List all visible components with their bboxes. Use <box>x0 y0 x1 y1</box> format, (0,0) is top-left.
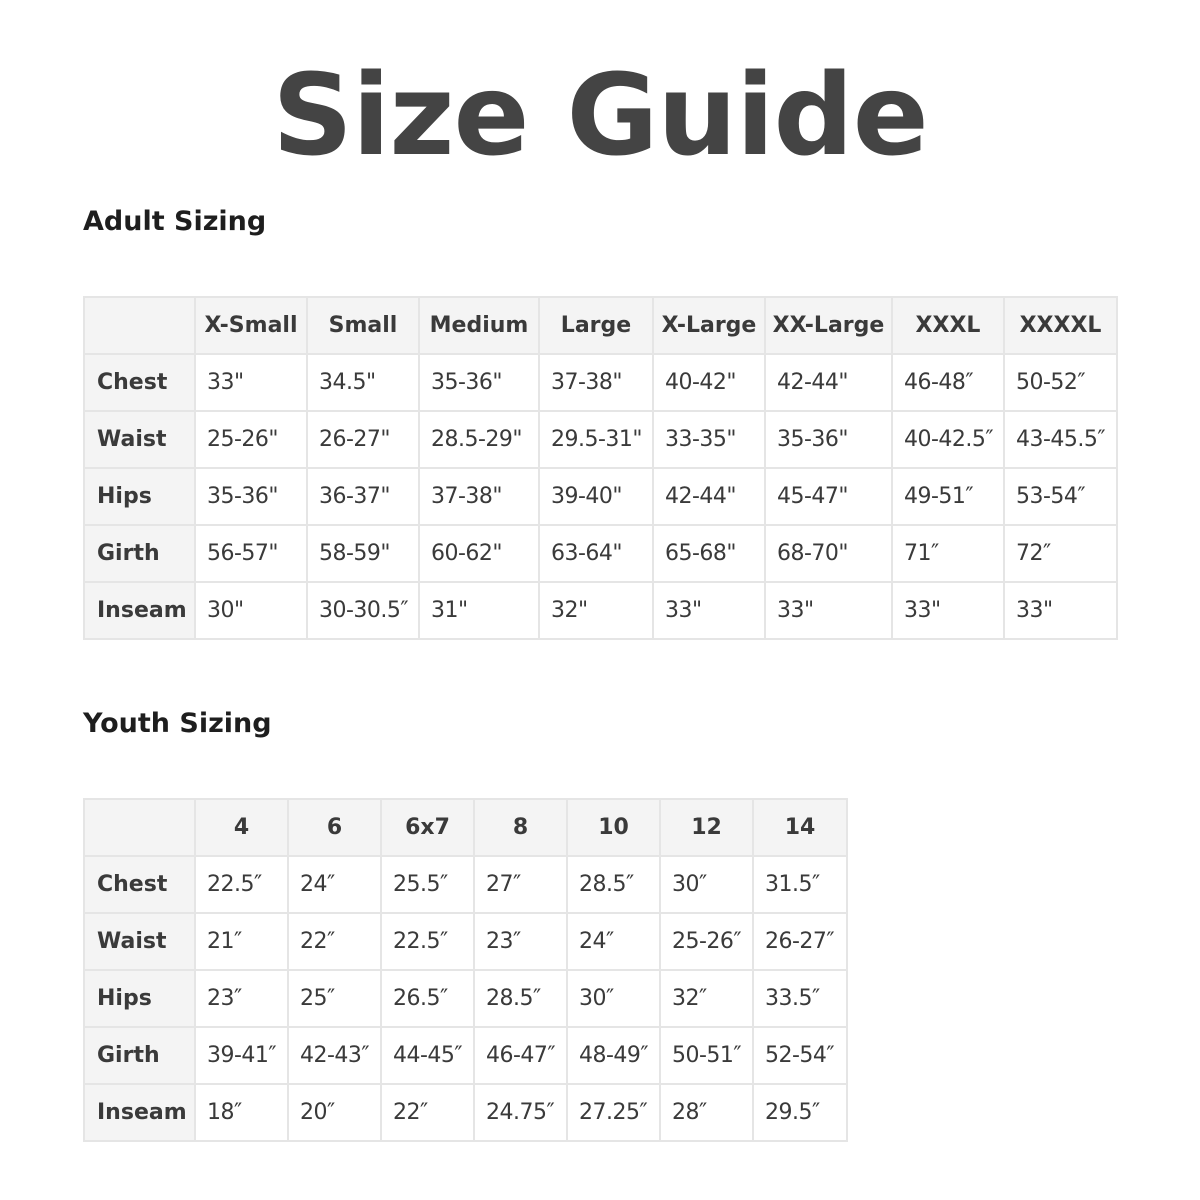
page-title: Size Guide <box>272 51 928 181</box>
corner-cell <box>84 297 195 354</box>
table-row <box>84 856 847 913</box>
table-cell: 50-52″ <box>1004 354 1117 411</box>
table-cell: 24″ <box>567 913 660 970</box>
table-cell: 42-44" <box>653 468 765 525</box>
column-header: XX-Large <box>765 297 892 354</box>
table-row <box>84 913 847 970</box>
table-cell: 24.75″ <box>474 1084 567 1141</box>
table-cell: 68-70" <box>765 525 892 582</box>
table-cell: 30-30.5″ <box>307 582 419 639</box>
table-cell: 35-36" <box>765 411 892 468</box>
table-cell: 71″ <box>892 525 1004 582</box>
column-header: 6 <box>288 799 381 856</box>
table-cell: 35-36" <box>195 468 307 525</box>
table-cell: 35-36" <box>419 354 539 411</box>
table-cell: 39-40" <box>539 468 653 525</box>
table-cell: 26.5″ <box>381 970 474 1027</box>
column-header: 12 <box>660 799 753 856</box>
table-cell: 33" <box>765 582 892 639</box>
table-cell: 22.5″ <box>381 913 474 970</box>
table-cell: 25″ <box>288 970 381 1027</box>
row-header: Waist <box>84 913 195 970</box>
table-cell: 22″ <box>288 913 381 970</box>
row-header: Girth <box>84 525 195 582</box>
table-cell: 25-26″ <box>660 913 753 970</box>
table-cell: 29.5-31" <box>539 411 653 468</box>
table-cell: 28.5″ <box>567 856 660 913</box>
table-cell: 63-64" <box>539 525 653 582</box>
table-cell: 23″ <box>474 913 567 970</box>
column-header: 4 <box>195 799 288 856</box>
table-cell: 46-48″ <box>892 354 1004 411</box>
table-cell: 37-38" <box>419 468 539 525</box>
table-cell: 33-35" <box>653 411 765 468</box>
table-cell: 58-59" <box>307 525 419 582</box>
table-cell: 25-26" <box>195 411 307 468</box>
table-cell: 22″ <box>381 1084 474 1141</box>
column-header: XXXXL <box>1004 297 1117 354</box>
column-header: X-Large <box>653 297 765 354</box>
table-row <box>84 354 1117 411</box>
table-cell: 33" <box>653 582 765 639</box>
table-cell: 42-43″ <box>288 1027 381 1084</box>
row-header: Hips <box>84 970 195 1027</box>
column-header: 10 <box>567 799 660 856</box>
corner-cell <box>84 799 195 856</box>
table-cell: 28″ <box>660 1084 753 1141</box>
table-cell: 34.5" <box>307 354 419 411</box>
table-cell: 31.5″ <box>753 856 847 913</box>
table-row <box>84 1084 847 1141</box>
table-cell: 52-54″ <box>753 1027 847 1084</box>
table-row <box>84 525 1117 582</box>
table-cell: 56-57" <box>195 525 307 582</box>
table-cell: 53-54″ <box>1004 468 1117 525</box>
row-header: Chest <box>84 856 195 913</box>
table-cell: 24″ <box>288 856 381 913</box>
column-header: X-Small <box>195 297 307 354</box>
table-cell: 46-47″ <box>474 1027 567 1084</box>
column-header: 8 <box>474 799 567 856</box>
youth-size-table <box>83 798 848 1142</box>
table-cell: 29.5″ <box>753 1084 847 1141</box>
column-header: 14 <box>753 799 847 856</box>
table-cell: 18″ <box>195 1084 288 1141</box>
table-cell: 33" <box>1004 582 1117 639</box>
table-cell: 26-27" <box>307 411 419 468</box>
table-cell: 32" <box>539 582 653 639</box>
table-cell: 23″ <box>195 970 288 1027</box>
column-header: Small <box>307 297 419 354</box>
table-cell: 42-44" <box>765 354 892 411</box>
table-cell: 20″ <box>288 1084 381 1141</box>
table-cell: 72″ <box>1004 525 1117 582</box>
row-header: Inseam <box>84 582 195 639</box>
table-cell: 33.5″ <box>753 970 847 1027</box>
table-cell: 36-37" <box>307 468 419 525</box>
table-cell: 28.5″ <box>474 970 567 1027</box>
table-cell: 40-42" <box>653 354 765 411</box>
table-header-row <box>84 799 847 856</box>
table-row <box>84 582 1117 639</box>
table-row <box>84 411 1117 468</box>
table-cell: 48-49″ <box>567 1027 660 1084</box>
table-cell: 30″ <box>567 970 660 1027</box>
table-cell: 32″ <box>660 970 753 1027</box>
table-header-row <box>84 297 1117 354</box>
table-cell: 50-51″ <box>660 1027 753 1084</box>
table-cell: 44-45″ <box>381 1027 474 1084</box>
row-header: Chest <box>84 354 195 411</box>
youth-sizing-heading: Youth Sizing <box>83 708 272 739</box>
table-cell: 30″ <box>660 856 753 913</box>
table-cell: 39-41″ <box>195 1027 288 1084</box>
table-cell: 33" <box>195 354 307 411</box>
table-cell: 28.5-29" <box>419 411 539 468</box>
column-header: XXXL <box>892 297 1004 354</box>
table-cell: 31" <box>419 582 539 639</box>
table-cell: 27″ <box>474 856 567 913</box>
row-header: Waist <box>84 411 195 468</box>
table-cell: 30" <box>195 582 307 639</box>
table-cell: 60-62" <box>419 525 539 582</box>
row-header: Hips <box>84 468 195 525</box>
table-cell: 27.25″ <box>567 1084 660 1141</box>
table-cell: 65-68" <box>653 525 765 582</box>
table-cell: 49-51″ <box>892 468 1004 525</box>
table-cell: 21″ <box>195 913 288 970</box>
table-row <box>84 468 1117 525</box>
table-row <box>84 1027 847 1084</box>
column-header: 6x7 <box>381 799 474 856</box>
table-cell: 25.5″ <box>381 856 474 913</box>
row-header: Girth <box>84 1027 195 1084</box>
adult-sizing-heading: Adult Sizing <box>83 206 267 237</box>
table-cell: 43-45.5″ <box>1004 411 1117 468</box>
table-cell: 45-47" <box>765 468 892 525</box>
table-cell: 22.5″ <box>195 856 288 913</box>
adult-size-table <box>83 296 1118 640</box>
column-header: Large <box>539 297 653 354</box>
column-header: Medium <box>419 297 539 354</box>
table-cell: 33" <box>892 582 1004 639</box>
row-header: Inseam <box>84 1084 195 1141</box>
table-cell: 37-38" <box>539 354 653 411</box>
table-row <box>84 970 847 1027</box>
table-cell: 26-27″ <box>753 913 847 970</box>
table-cell: 40-42.5″ <box>892 411 1004 468</box>
